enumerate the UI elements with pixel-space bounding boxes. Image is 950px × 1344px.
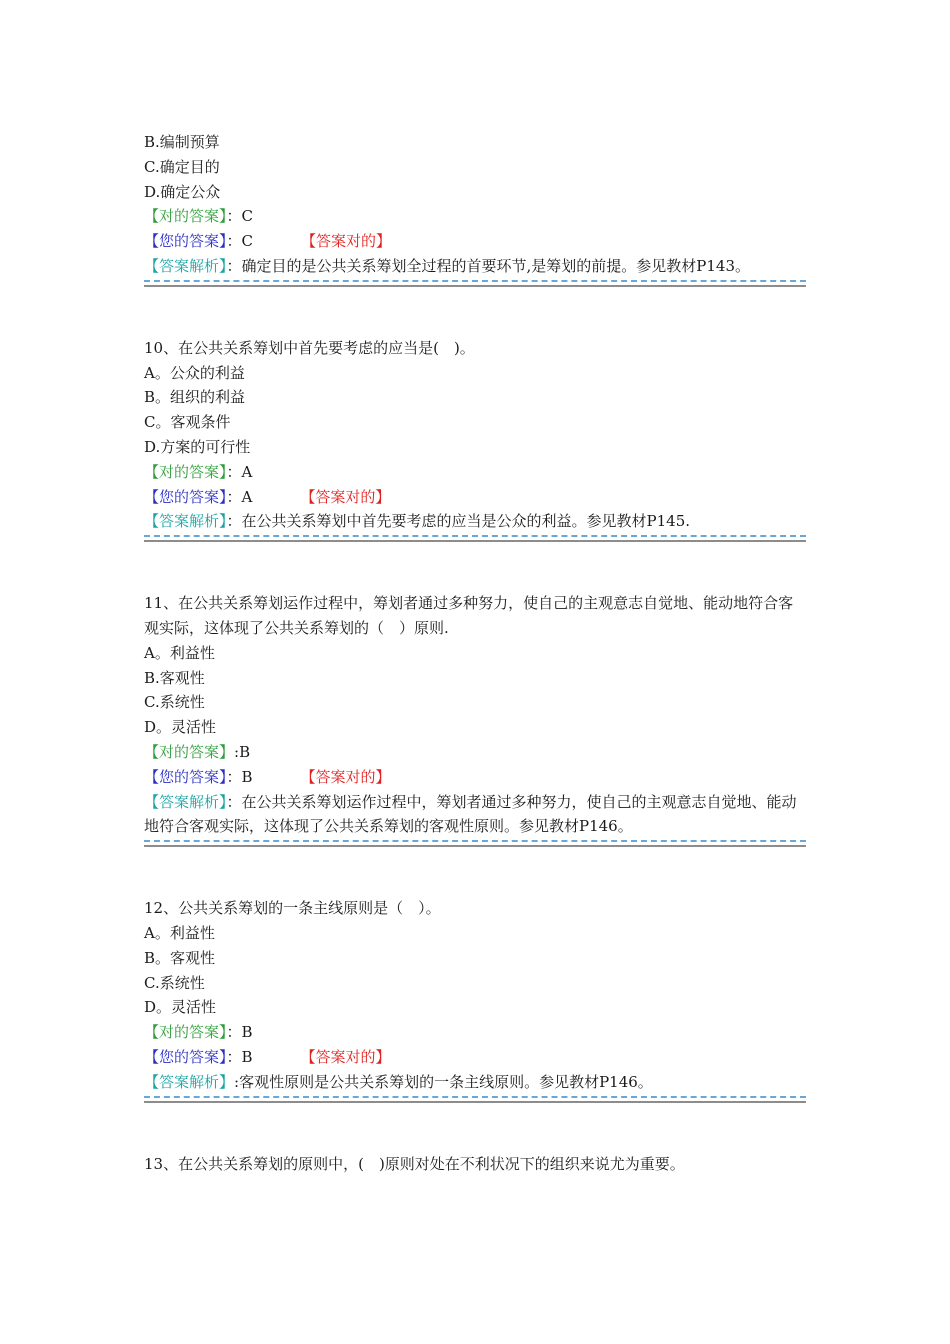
your-answer-value: ：B: [226, 1047, 253, 1066]
your-answer-label: 【您的答案】: [144, 487, 227, 506]
solid-rule: [144, 1101, 806, 1103]
analysis-text: ：确定目的是公共关系筹划全过程的首要环节,是筹划的前提。参见教材P143。: [226, 256, 751, 275]
option-a: A。利益性: [144, 643, 215, 662]
correct-answer-value: ：A: [226, 462, 253, 481]
correct-answer-value: :B: [234, 742, 251, 761]
option-b: B。客观性: [144, 948, 216, 967]
solid-rule: [144, 540, 806, 542]
analysis-row: [144, 254, 806, 279]
correct-answer-row: [144, 740, 806, 765]
option-c: C.系统性: [144, 973, 205, 992]
question-divider: [144, 534, 806, 544]
option-a: A。利益性: [144, 923, 215, 942]
option-b: B。组织的利益: [144, 388, 246, 407]
document-page: [144, 130, 806, 1176]
dashed-rule: [144, 1096, 806, 1098]
question-divider: [144, 279, 806, 289]
verdict-badge: 【答案对的】: [301, 232, 392, 251]
option-c: C.确定目的: [144, 157, 220, 176]
correct-answer-label: 【对的答案】: [144, 1023, 227, 1042]
dashed-rule: [144, 840, 806, 842]
analysis-row: [144, 509, 806, 534]
analysis-text: ：在公共关系筹划运作过程中，筹划者通过多种努力，使自己的主观意志自觉地、能动地符合客观实际，这体现了公共关系筹划的客观性原则。参见教材P146。: [144, 792, 797, 836]
option-d: D.确定公众: [144, 182, 221, 201]
correct-answer-row: [144, 460, 806, 485]
verdict-badge: 【答案对的】: [300, 487, 391, 506]
dashed-rule: [144, 280, 806, 282]
analysis-text: ：在公共关系筹划中首先要考虑的应当是公众的利益。参见教材P145.: [226, 512, 691, 531]
question-text: 13、在公共关系筹划的原则中，( )原则对处在不利状况下的组织来说尤为重要。: [144, 1154, 685, 1173]
verdict-badge: 【答案对的】: [300, 1047, 391, 1066]
your-answer-row: [144, 1045, 806, 1070]
option-c: C。客观条件: [144, 413, 231, 432]
your-answer-label: 【您的答案】: [144, 232, 227, 251]
solid-rule: [144, 845, 806, 847]
question-12: [144, 896, 806, 1104]
question-11: [144, 591, 806, 849]
verdict-badge: 【答案对的】: [300, 767, 391, 786]
correct-answer-label: 【对的答案】: [144, 207, 227, 226]
your-answer-value: ：C: [226, 232, 253, 251]
your-answer-label: 【您的答案】: [144, 767, 227, 786]
option-c: C.系统性: [144, 693, 205, 712]
solid-rule: [144, 285, 806, 287]
option-d: D.方案的可行性: [144, 437, 251, 456]
analysis-text: :客观性原则是公共关系筹划的一条主线原则。参见教材P146。: [234, 1072, 653, 1091]
analysis-row: [144, 790, 806, 840]
correct-answer-label: 【对的答案】: [144, 462, 227, 481]
option-d: D。灵活性: [144, 998, 217, 1017]
your-answer-label: 【您的答案】: [144, 1047, 227, 1066]
your-answer-value: ：B: [226, 767, 253, 786]
question-10: [144, 336, 806, 544]
option-b: B.编制预算: [144, 133, 220, 151]
correct-answer-value: ：C: [226, 207, 253, 226]
your-answer-row: [144, 765, 806, 790]
question-divider: [144, 1095, 806, 1105]
your-answer-value: ：A: [226, 487, 253, 506]
analysis-label: 【答案解析】: [144, 792, 227, 811]
question-13: [144, 1152, 806, 1177]
analysis-label: 【答案解析】: [144, 512, 227, 531]
correct-answer-value: ：B: [226, 1023, 253, 1042]
correct-answer-label: 【对的答案】: [144, 742, 235, 761]
your-answer-row: [144, 229, 806, 254]
option-b: B.客观性: [144, 668, 205, 687]
question-text: 12、公共关系筹划的一条主线原则是（ ）。: [144, 899, 441, 918]
analysis-label: 【答案解析】: [144, 1072, 235, 1091]
question-divider: [144, 839, 806, 849]
option-d: D。灵活性: [144, 718, 217, 737]
your-answer-row: [144, 485, 806, 510]
dashed-rule: [144, 535, 806, 537]
correct-answer-row: [144, 204, 806, 229]
analysis-row: [144, 1070, 806, 1095]
question-9-tail: [144, 130, 806, 289]
analysis-label: 【答案解析】: [144, 256, 227, 275]
correct-answer-row: [144, 1020, 806, 1045]
option-a: A。公众的利益: [144, 363, 245, 382]
question-text: 10、在公共关系筹划中首先要考虑的应当是( )。: [144, 338, 475, 357]
question-text: 11、在公共关系筹划运作过程中，筹划者通过多种努力，使自己的主观意志自觉地、能动地符合客观实际，这体现了公共关系筹划的（ ）原则.: [144, 594, 794, 637]
